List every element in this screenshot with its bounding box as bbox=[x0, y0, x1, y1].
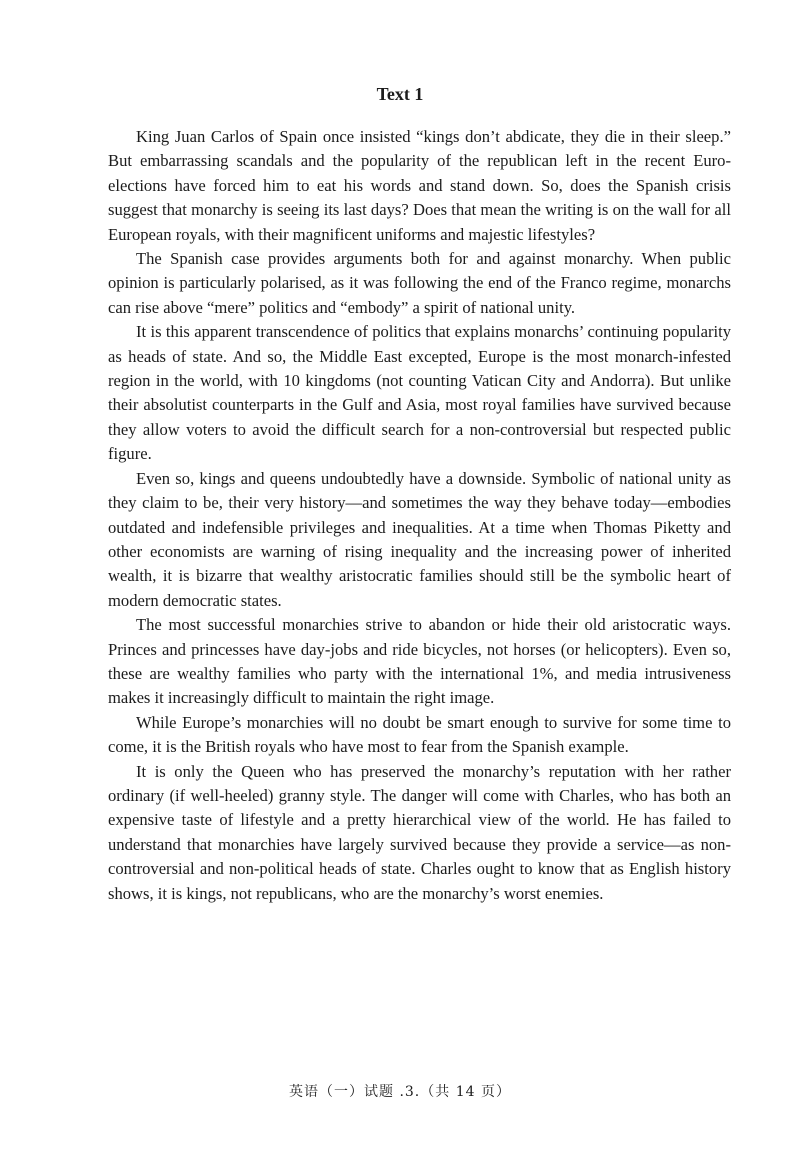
paragraph-7: It is only the Queen who has preserved the monarchy’s reputation with her rather ordinary (if well-heeled) granny style. The danger will come with Charles, who has both an expensive taste of lifestyle and a pretty hierarchical view of the world. He has failed to understand that monarchies have largely survived because they provide a service—as non-controversial and non-political heads of state. Charles ought to know that as English history shows, it is kings, not republicans, who are the monarchy’s worst enemies. bbox=[108, 761, 731, 903]
paragraph-6: While Europe’s monarchies will no doubt be smart enough to survive for some time to come, it is the British royals who have most to fear from the Spanish example. bbox=[108, 712, 731, 757]
paragraph-5: The most successful monarchies strive to abandon or hide their old aristocratic ways. Princes and princesses have day-jobs and ride bicycles, not horses (or helicopters). Even so, these are wealthy families who party with the international 1%, and media intrusiveness makes it increasingly difficult to maintain the right image. bbox=[108, 615, 731, 708]
paragraph-2: The Spanish case provides arguments both for and against monarchy. When public opinion is particularly polarised, as it was following the end of the Franco regime, monarchs can rise above “mere” politics and “embody” a spirit of national unity. bbox=[108, 249, 731, 317]
paragraph-3: It is this apparent transcendence of politics that explains monarchs’ continuing popularity as heads of state. And so, the Middle East excepted, Europe is the most monarch-infested region in the world, with 10 kingdoms (not counting Vatican City and Andorra). But unlike their absolutist counterparts in the Gulf and Asia, most royal families have survived because they allow voters to avoid the difficult search for a non-controversial but respected public figure. bbox=[108, 322, 731, 464]
page-footer: 英语（一）试题 .3.（共 14 页） bbox=[289, 1084, 511, 1100]
passage-body bbox=[108, 125, 731, 906]
paragraph-4: Even so, kings and queens undoubtedly have a downside. Symbolic of national unity as they claim to be, their very history—and sometimes the way they behave today—embodies outdated and indefensible privileges and inequalities. At a time when Thomas Piketty and other economists are warning of rising inequality and the increasing power of inherited wealth, it is bizarre that wealthy aristocratic families should still be the symbolic heart of modern democratic states. bbox=[108, 468, 731, 610]
passage-title: Text 1 bbox=[376, 84, 424, 104]
paragraph-1: King Juan Carlos of Spain once insisted “kings don’t abdicate, they die in their sleep.” But embarrassing scandals and the popularity of the republican left in the recent Euro-elections have forced him to eat his words and stand down. So, does the Spanish crisis suggest that monarchy is seeing its last days? Does that mean the writing is on the wall for all European royals, with their magnificent uniforms and majestic lifestyles? bbox=[108, 127, 731, 244]
